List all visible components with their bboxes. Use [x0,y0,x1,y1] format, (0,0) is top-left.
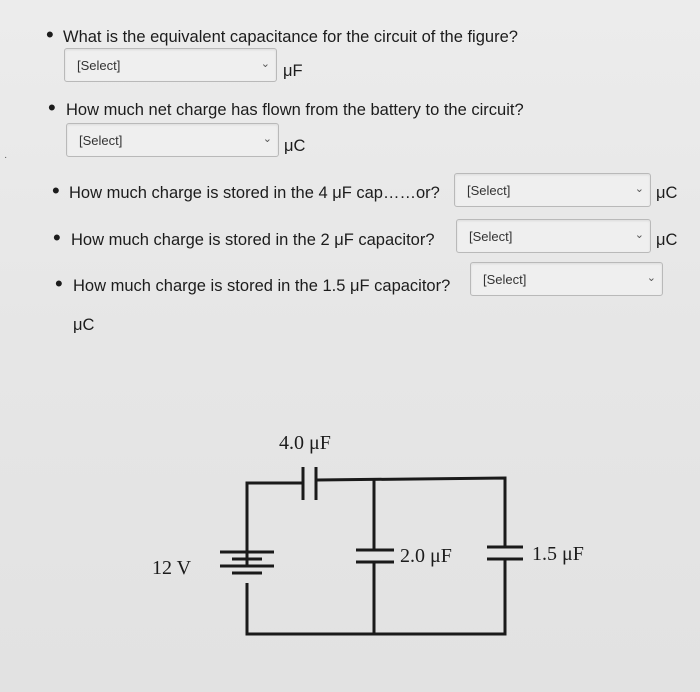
bullet-icon: • [53,225,61,250]
label-12v: 12 V [152,557,192,579]
bullet-icon: • [52,178,60,203]
wire-top-right [317,478,505,546]
chevron-down-icon: ⌄ [646,272,656,284]
question-5-text: How much charge is stored in the 1.5 μF capacitor? [73,277,451,295]
question-3-unit: μC [656,184,678,202]
question-5-unit: μC [73,316,95,334]
question-4-text: How much charge is stored in the 2 μF capacitor? [71,231,435,249]
bullet-icon: • [55,271,63,296]
question-1-unit: μF [283,62,303,80]
label-4uf: 4.0 μF [279,432,331,454]
select-value: [Select] [77,58,121,73]
wire-bottom [247,560,505,634]
chevron-down-icon: ⌄ [634,183,644,195]
select-value: [Select] [79,133,123,148]
chevron-down-icon: ⌄ [262,133,272,145]
question-3-text: How much charge is stored in the 4 μF cap……or? [69,184,440,202]
margin-mark: · [4,152,8,163]
bullet-icon: • [46,22,54,47]
wire-top-left [247,483,302,566]
select-value: [Select] [469,229,513,244]
label-1-5uf: 1.5 μF [532,543,584,565]
select-value: [Select] [467,183,511,198]
select-value: [Select] [483,272,527,287]
bullet-icon: • [48,95,56,120]
label-2uf: 2.0 μF [400,545,452,567]
question-2-unit: μC [284,137,306,155]
question-2-text: How much net charge has flown from the battery to the circuit? [66,101,524,119]
question-4-unit: μC [656,231,678,249]
question-1-text: What is the equivalent capacitance for the circuit of the figure? [63,28,518,46]
chevron-down-icon: ⌄ [634,229,644,241]
chevron-down-icon: ⌄ [260,58,270,70]
